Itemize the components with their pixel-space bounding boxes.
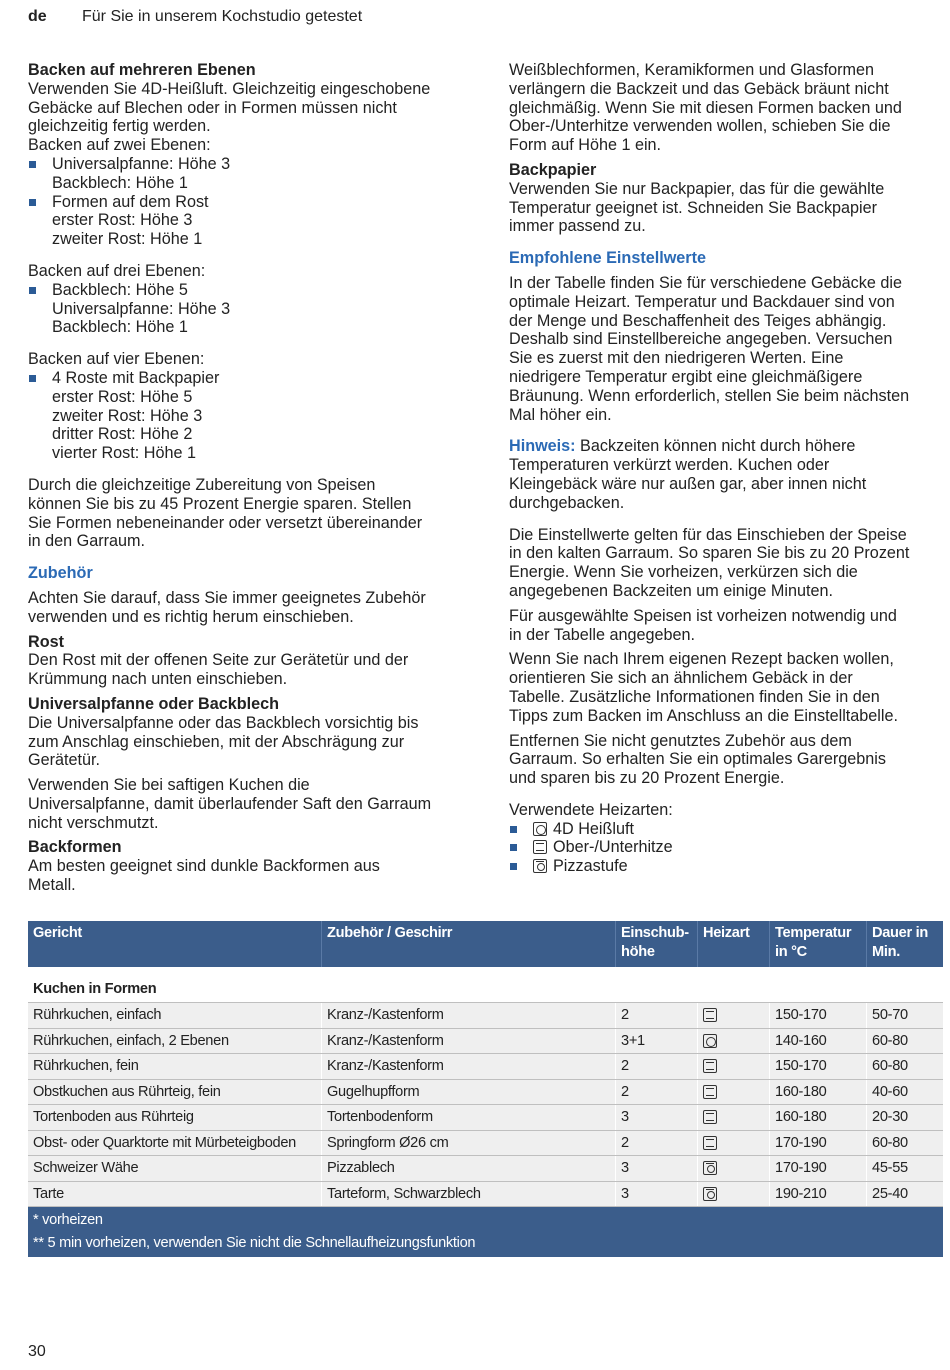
- text-line: Wenn Sie nach Ihrem eigenen Rezept backen wollen,: [509, 650, 894, 669]
- table-row: [28, 1182, 943, 1208]
- backpapier-title: Backpapier: [509, 160, 597, 179]
- heizart-cell: [698, 1003, 770, 1028]
- text-line: verwenden und es richtig herum einschieben.: [28, 607, 354, 626]
- text-line: Mal höher ein.: [509, 405, 612, 424]
- table-cell: Tarteform, Schwarzblech: [322, 1182, 616, 1207]
- table-cell: 160-180: [770, 1105, 867, 1130]
- table-cell: Gugelhupfform: [322, 1080, 616, 1105]
- zubehoer-text: [28, 589, 468, 627]
- text-line: In der Tabelle finden Sie für verschiedene Gebäcke die: [509, 273, 902, 292]
- table-cell: Tortenboden aus Rührteig: [28, 1105, 322, 1130]
- table-cell: 2: [616, 1131, 698, 1156]
- text-line: Kleingebäck wäre nur außen gar, aber innen nicht: [509, 474, 867, 493]
- text-line: Sie Formen nebeneinander oder versetzt übereinander: [28, 513, 423, 532]
- text-line: Für ausgewählte Speisen ist vorheizen notwendig und: [509, 606, 897, 625]
- text-line: niedrigere Temperatur ergibt eine gleichmäßigere: [509, 367, 863, 386]
- text-line: Universalpfanne, damit überlaufender Saft den Garraum: [28, 794, 432, 813]
- text-line: Universalpfanne: Höhe 3: [52, 299, 231, 318]
- entfernen-text: [509, 732, 941, 788]
- text-line: Temperatur geeignet ist. Schneiden Sie Backpapier: [509, 198, 878, 217]
- rost-title: Rost: [28, 632, 64, 651]
- text-line: Tipps zum Backen im Anschluss an die Einstelltabelle.: [509, 706, 898, 725]
- text-line: Bräunung. Wenn erforderlich, stellen Sie beim nächsten: [509, 386, 910, 405]
- text-line: vierter Rost: Höhe 1: [52, 444, 196, 463]
- rost-text: [28, 651, 468, 689]
- footnote: ** 5 min vorheizen, verwenden Sie nicht die Schnellaufheizungsfunktion: [33, 1235, 476, 1251]
- text-line: immer passend zu.: [509, 217, 646, 236]
- saft-text: [28, 776, 468, 832]
- energie-text: [28, 476, 468, 551]
- heizarten-list: [509, 820, 941, 876]
- table-cell: 170-190: [770, 1156, 867, 1181]
- column-header: Zubehör / Geschirr: [322, 921, 616, 967]
- table-row: [28, 1003, 943, 1029]
- table-cell: Kranz-/Kastenform: [322, 1003, 616, 1028]
- pfanne-title: Universalpfanne oder Backblech: [28, 694, 279, 713]
- text-line: verlängern die Backzeit und das Gebäck bräunt nicht: [509, 79, 889, 98]
- heizart-label: 4D Heißluft: [553, 819, 634, 838]
- settings-table: [28, 921, 943, 1257]
- text-line: erster Rost: Höhe 3: [52, 211, 193, 230]
- table-cell: 150-170: [770, 1003, 867, 1028]
- table-cell: 190-210: [770, 1182, 867, 1207]
- heizart-cell: [698, 1080, 770, 1105]
- table-cell: 2: [616, 1080, 698, 1105]
- table-cell: 3: [616, 1105, 698, 1130]
- table-row: [28, 1156, 943, 1182]
- text-line: erster Rost: Höhe 5: [52, 387, 193, 406]
- text-line: Die Universalpfanne oder das Backblech vorsichtig bis: [28, 713, 419, 732]
- table-cell: Tortenbodenform: [322, 1105, 616, 1130]
- text-line: Ober-/Unterhitze verwenden wollen, schieben Sie die: [509, 117, 891, 136]
- bullet-icon: [510, 863, 517, 870]
- table-cell: 170-190: [770, 1131, 867, 1156]
- text-line: in den Garraum.: [28, 532, 145, 551]
- heizart-cell: [698, 1054, 770, 1079]
- hinweis-first: Backzeiten können nicht durch höhere: [575, 437, 856, 456]
- group-label: Kuchen in Formen: [33, 981, 157, 997]
- list-item: [28, 369, 468, 463]
- table-cell: 2: [616, 1003, 698, 1028]
- hot-air-4d-icon: [533, 822, 547, 836]
- text-line: Den Rost mit der offenen Seite zur Gerätetür und der: [28, 651, 409, 670]
- table-row: [28, 1131, 943, 1157]
- heizart-label: Pizzastufe: [553, 857, 628, 876]
- text-line: optimale Heizart. Temperatur und Backdauer sind von: [509, 292, 895, 311]
- table-cell: 25-40: [872, 1185, 908, 1202]
- table-cell: Pizzablech: [322, 1156, 616, 1181]
- text-line: Krümmung nach unten einschieben.: [28, 670, 288, 689]
- bullet-icon: [510, 826, 517, 833]
- left-column: [28, 61, 468, 895]
- list-item: [28, 193, 468, 249]
- bullet-icon: [29, 199, 36, 206]
- text-line: zweiter Rost: Höhe 1: [52, 230, 203, 249]
- pfanne-text: [28, 714, 468, 770]
- text-line: Verwenden Sie nur Backpapier, das für die gewählte: [509, 179, 885, 198]
- drei-ebenen-title: Backen auf drei Ebenen:: [28, 261, 206, 280]
- list-item: [509, 857, 941, 876]
- list-item: [28, 155, 468, 193]
- table-cell: 3: [616, 1182, 698, 1207]
- text-line: Universalpfanne: Höhe 3: [52, 154, 231, 173]
- hot-air-4d-icon: [703, 1034, 717, 1048]
- heizart-cell: [698, 1182, 770, 1207]
- pizza-setting-icon: [703, 1161, 717, 1175]
- table-cell: Rührkuchen, einfach: [28, 1003, 322, 1028]
- text-line: Die Einstellwerte gelten für das Einschieben der Speise: [509, 525, 907, 544]
- vier-ebenen-title: Backen auf vier Ebenen:: [28, 350, 205, 369]
- column-header: Dauer in Min.: [872, 925, 928, 960]
- pizza-setting-icon: [533, 859, 547, 873]
- table-cell: 60-80: [872, 1058, 908, 1075]
- section-title-empfohlene-einstellwerte: Empfohlene Einstellwerte: [509, 249, 706, 268]
- text-line: Gebäcke auf Blechen oder in Formen müssen nicht: [28, 98, 397, 117]
- top-bottom-heat-icon: [703, 1008, 717, 1022]
- top-bottom-heat-icon: [533, 840, 547, 854]
- heizart-cell: [698, 1131, 770, 1156]
- column-header: Einschub- höhe: [616, 921, 698, 967]
- text-line: Backblech: Höhe 1: [52, 318, 188, 337]
- section-title-mehrere-ebenen: Backen auf mehreren Ebenen: [28, 61, 256, 79]
- text-line: Tabelle. Zusätzliche Informationen finden Sie in den: [509, 687, 880, 706]
- table-cell: Rührkuchen, fein: [28, 1054, 322, 1079]
- text-line: in der Tabelle angegeben.: [509, 625, 696, 644]
- hinweis-line: [509, 437, 941, 456]
- bullet-icon: [510, 844, 517, 851]
- top-bottom-heat-icon: [703, 1059, 717, 1073]
- pizza-setting-icon: [703, 1187, 717, 1201]
- text-line: in den kalten Garraum. So sparen Sie bis zu 20 Prozent: [509, 544, 910, 563]
- text-line: Backblech: Höhe 1: [52, 173, 188, 192]
- text-line: können Sie bis zu 45 Prozent Energie sparen. Stellen: [28, 494, 412, 513]
- text-line: Deshalb sind Einstellbereiche angegeben. Versuchen: [509, 330, 893, 349]
- list-item: [28, 281, 468, 337]
- table-cell: 160-180: [770, 1080, 867, 1105]
- text-line: Form auf Höhe 1 ein.: [509, 136, 662, 155]
- text-line: Formen auf dem Rost: [52, 192, 209, 211]
- table-cell: Obst- oder Quarktorte mit Mürbeteigboden: [28, 1131, 322, 1156]
- list-item: [509, 820, 941, 839]
- kalt-text: [509, 526, 941, 601]
- top-bottom-heat-icon: [703, 1085, 717, 1099]
- text-line: 4 Roste mit Backpapier: [52, 368, 220, 387]
- text-line: gleichzeitig fertig werden.: [28, 117, 211, 136]
- table-row: [28, 1029, 943, 1055]
- table-cell: 2: [616, 1054, 698, 1079]
- hinweis-text: [509, 456, 941, 512]
- text-line: Am besten geeignet sind dunkle Backformen aus: [28, 857, 380, 876]
- empfohlene-text: [509, 274, 941, 424]
- text-line: Entfernen Sie nicht genutztes Zubehör aus dem: [509, 731, 852, 750]
- backpapier-text: [509, 180, 941, 236]
- footnote: * vorheizen: [33, 1212, 103, 1228]
- text-line: Metall.: [28, 876, 76, 895]
- table-body: [28, 1003, 943, 1207]
- column-header: Temperatur in °C: [770, 921, 867, 967]
- vorheizen-text: [509, 607, 941, 645]
- text-line: durchgebacken.: [509, 493, 625, 512]
- weissblech-text: [509, 61, 941, 155]
- table-cell: 45-55: [872, 1160, 908, 1177]
- bullet-icon: [29, 287, 36, 294]
- table-cell: Tarte: [28, 1182, 322, 1207]
- heizart-label: Ober-/Unterhitze: [553, 838, 673, 857]
- column-header: Heizart: [698, 921, 770, 967]
- table-cell: 3: [616, 1156, 698, 1181]
- zwei-ebenen-title: Backen auf zwei Ebenen:: [28, 136, 211, 155]
- rezept-text: [509, 650, 941, 725]
- right-column: [509, 61, 941, 876]
- top-bottom-heat-icon: [703, 1110, 717, 1124]
- table-cell: 60-80: [872, 1032, 908, 1049]
- table-cell: Kranz-/Kastenform: [322, 1054, 616, 1079]
- text-line: Temperaturen verkürzt werden. Kuchen oder: [509, 456, 830, 475]
- table-group-row: [28, 967, 943, 1003]
- table-cell: 60-80: [872, 1134, 908, 1151]
- heizart-cell: [698, 1105, 770, 1130]
- text-line: Garraum. So erhalten Sie ein optimales Garergebnis: [509, 750, 886, 769]
- text-line: Verwenden Sie bei saftigen Kuchen die: [28, 776, 310, 795]
- text-line: und sparen bis zu 20 Prozent Energie.: [509, 769, 785, 788]
- page-header: [28, 8, 362, 26]
- table-cell: Schweizer Wähe: [28, 1156, 322, 1181]
- text-line: Verwenden Sie 4D-Heißluft. Gleichzeitig eingeschobene: [28, 79, 431, 98]
- table-cell: Springform Ø26 cm: [322, 1131, 616, 1156]
- text-line: gleichmäßig. Wenn Sie mit diesen Formen backen und: [509, 98, 902, 117]
- table-cell: 140-160: [770, 1029, 867, 1054]
- table-cell: Obstkuchen aus Rührteig, fein: [28, 1080, 322, 1105]
- section-title-zubehoer: Zubehör: [28, 564, 93, 583]
- text-line: Achten Sie darauf, dass Sie immer geeignetes Zubehör: [28, 588, 426, 607]
- page-number: 30: [28, 1343, 46, 1360]
- text-line: orientieren Sie sich an ähnlichem Gebäck in der: [509, 669, 853, 688]
- backformen-title: Backformen: [28, 838, 122, 857]
- table-cell: Kranz-/Kastenform: [322, 1029, 616, 1054]
- bullet-icon: [29, 161, 36, 168]
- table-cell: 150-170: [770, 1054, 867, 1079]
- heizarten-title: Verwendete Heizarten:: [509, 800, 673, 819]
- table-row: [28, 1080, 943, 1106]
- table-footnotes: [28, 1207, 943, 1257]
- table-cell: 40-60: [872, 1083, 908, 1100]
- text-line: nicht verschmutzt.: [28, 813, 159, 832]
- table-cell: 3+1: [616, 1029, 698, 1054]
- text-line: der Menge und Beschaffenheit des Teiges abhängig.: [509, 311, 887, 330]
- table-cell: 20-30: [872, 1109, 908, 1126]
- column-header: Gericht: [28, 921, 322, 967]
- table-header: [28, 921, 943, 967]
- text-line: Durch die gleichzeitige Zubereitung von Speisen: [28, 475, 376, 494]
- table-row: [28, 1105, 943, 1131]
- hinweis-label: Hinweis:: [509, 437, 576, 456]
- table-cell: Rührkuchen, einfach, 2 Ebenen: [28, 1029, 322, 1054]
- header-title: Für Sie in unserem Kochstudio getestet: [82, 8, 363, 25]
- text-line: Backblech: Höhe 5: [52, 280, 188, 299]
- top-bottom-heat-icon: [703, 1136, 717, 1150]
- table-row: [28, 1054, 943, 1080]
- table-cell: 50-70: [872, 1007, 908, 1024]
- text-line: angegebenen Backzeiten um einige Minuten.: [509, 581, 833, 600]
- bullet-icon: [29, 375, 36, 382]
- language-tag: de: [28, 8, 47, 25]
- text-line: Sie es zuerst mit den niedrigeren Werten. Eine: [509, 349, 844, 368]
- text-line: dritter Rost: Höhe 2: [52, 425, 193, 444]
- text-line: zum Anschlag einschieben, mit der Abschrägung zur: [28, 732, 405, 751]
- text-line: Weißblechformen, Keramikformen und Glasformen: [509, 61, 874, 79]
- text-line: Gerätetür.: [28, 751, 100, 770]
- text-line: Energie. Wenn Sie vorheizen, verkürzen sich die: [509, 563, 858, 582]
- text-line: zweiter Rost: Höhe 3: [52, 406, 203, 425]
- backformen-text: [28, 857, 468, 895]
- heizart-cell: [698, 1029, 770, 1054]
- mehrere-text: [28, 80, 468, 136]
- heizart-cell: [698, 1156, 770, 1181]
- list-item: [509, 838, 941, 857]
